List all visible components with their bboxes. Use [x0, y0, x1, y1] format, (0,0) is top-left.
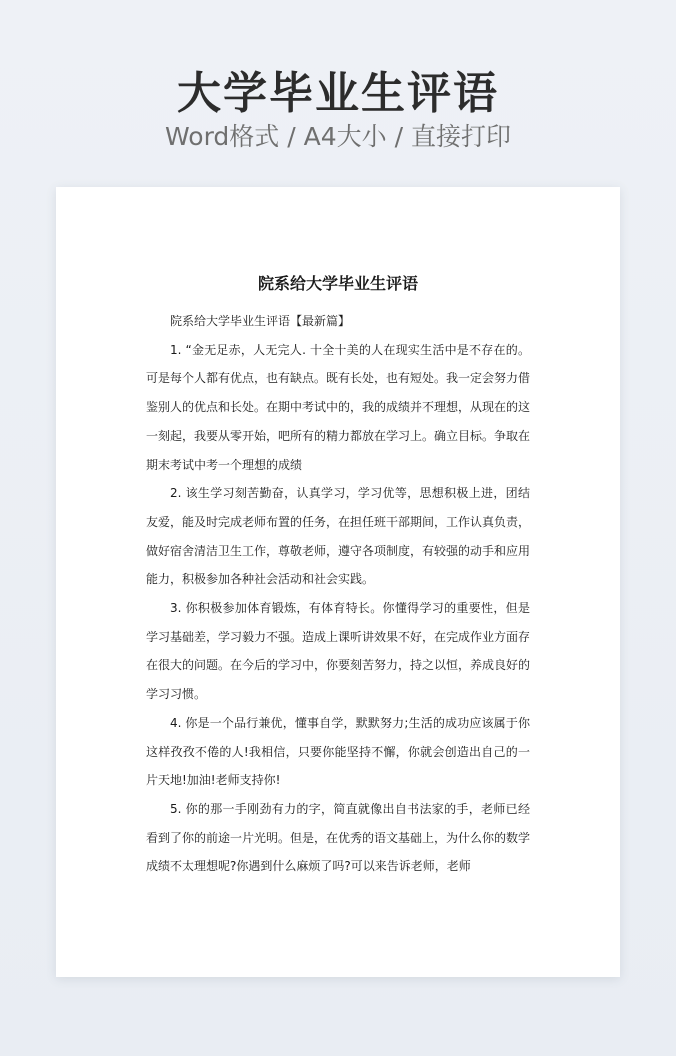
document-title: 院系给大学毕业生评语 — [257, 274, 418, 293]
document-body — [146, 307, 530, 881]
document-paragraph-1: 1. “金无足赤，人无完人. 十全十美的人在现实生活中是不存在的。可是每个人都有优点，也有缺点。既有长处，也有短处。我一定会努力借鉴别人的优点和长处。在期中考试中的，我的成绩并不理想，从现在的这一刻起，我要从零开始，吧所有的精力都放在学习上。确立目标。争取在期末考试中考一个理想的成绩 — [146, 342, 531, 472]
page-title: 大学毕业生评语 — [177, 68, 499, 119]
page-subtitle: Word格式 / A4大小 / 直接打印 — [165, 122, 511, 151]
document-paragraph-4: 4. 你是一个品行兼优，懂事自学，默默努力;生活的成功应该属于你这样孜孜不倦的人!我相信，只要你能坚持不懈，你就会创造出自己的一片天地!加油!老师支持你! — [146, 715, 530, 788]
document-paragraph-3: 3. 你积极参加体育锻炼，有体育特长。你懂得学习的重要性，但是学习基础差，学习毅力不强。造成上课听讲效果不好，在完成作业方面存在很大的问题。在今后的学习中，你要刻苦努力，持之以恒，养成良好的学习习惯。 — [146, 601, 531, 702]
document-paragraph-2: 2. 该生学习刻苦勤奋，认真学习，学习优等，思想积极上进，团结友爱，能及时完成老师布置的任务，在担任班干部期间，工作认真负责，做好宿舍清洁卫生工作，尊敬老师，遵守各项制度，有较强的动手和应用能力，积极参加各种社会活动和社会实践。 — [146, 486, 531, 587]
document-paragraph-5: 5. 你的那一手刚劲有力的字，简直就像出自书法家的手，老师已经看到了你的前途一片光明。但是，在优秀的语文基础上，为什么你的数学成绩不太理想呢?你遇到什么麻烦了吗?可以来告诉老师，老师 — [146, 801, 531, 874]
document-page — [56, 187, 620, 977]
document-paragraph-heading: 院系给大学毕业生评语【最新篇】 — [170, 314, 351, 328]
